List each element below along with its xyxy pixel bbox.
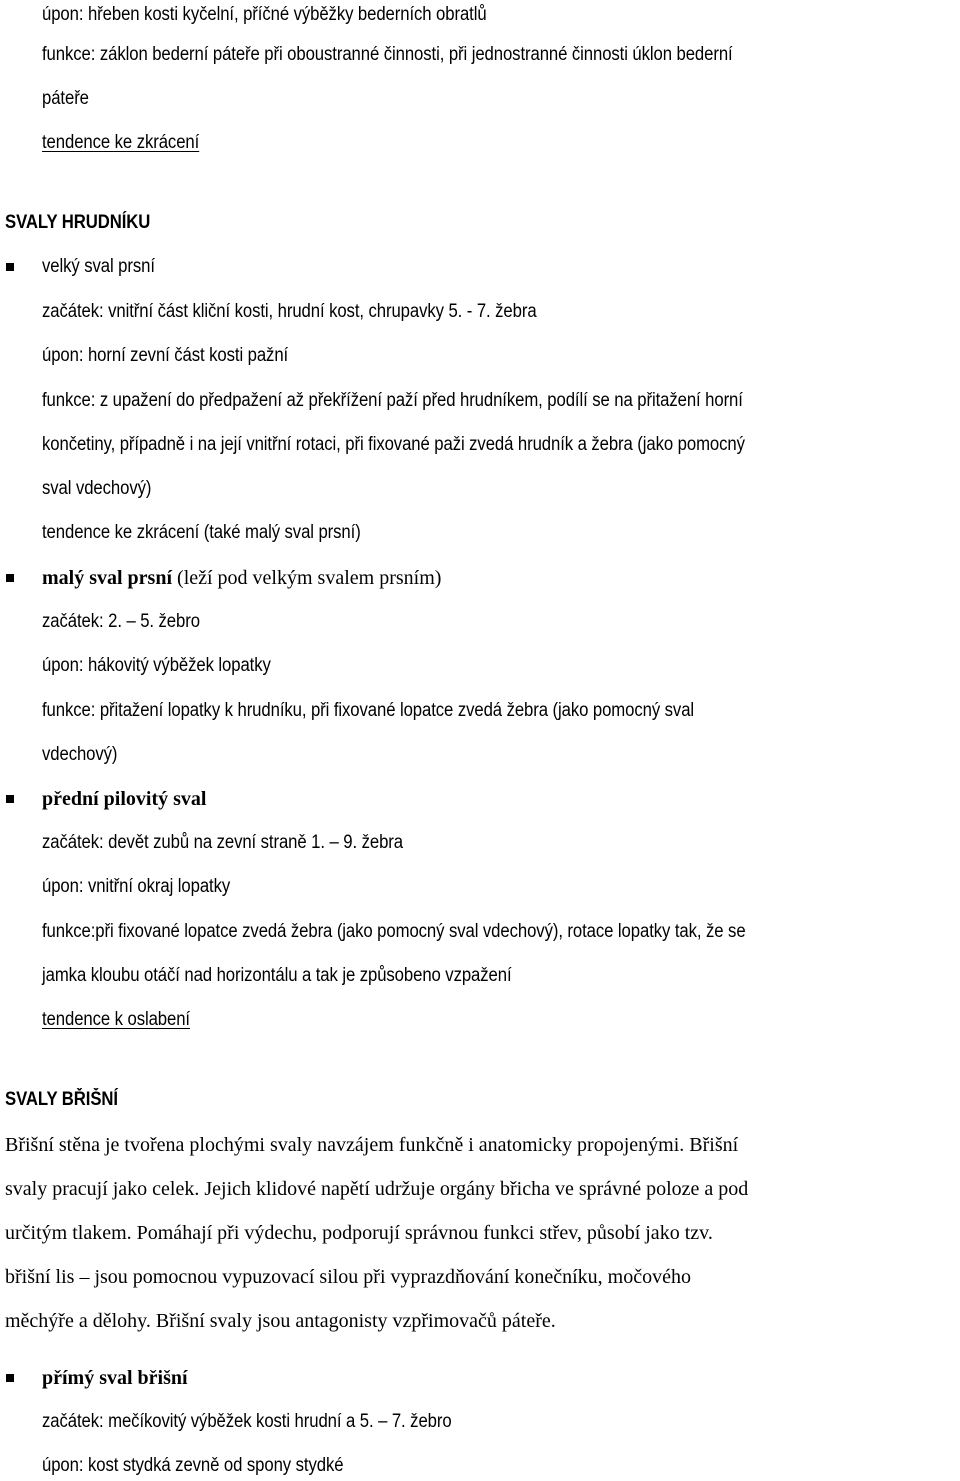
item-title-pectoralis-minor-bold: malý sval prsní [42,567,173,589]
item-title-rectus-abdominis: přímý sval břišní [42,1367,188,1389]
line-tendency-pectoralis-major: tendence ke zkrácení (také malý sval prsní) [42,522,361,543]
line-insertion-pectoralis-major: úpon: horní zevní část kosti pažní [42,345,289,366]
line-function-pectoralis-major-1: funkce: z upažení do předpažení až překřížení paží před hrudníkem, podílí se na přitažení horní [42,390,743,411]
paragraph-line-2: svaly pracují jako celek. Jejich klidové napětí udržuje orgány břicha ve správné poloze a pod [5,1178,749,1200]
line-function-top-1: funkce: záklon bederní páteře při oboustranné činnosti, při jednostranné činnosti úklon bederní [42,44,733,65]
line-origin-rectus-abdominis: začátek: mečíkovitý výběžek kosti hrudní a 5. – 7. žebro [42,1411,452,1432]
line-function-pectoralis-major-3: sval vdechový) [42,478,152,499]
bullet-icon [6,263,14,271]
paragraph-line-3: určitým tlakem. Pomáhají při výdechu, podporují správnou funkci střev, působí jako tzv. [5,1222,713,1244]
heading-chest-muscles: SVALY HRUDNÍKU [5,212,151,233]
item-title-serratus-anterior: přední pilovitý sval [42,788,207,810]
item-title-pectoralis-minor [42,563,441,593]
paragraph-line-4: břišní lis – jsou pomocnou vypuzovací silou při vyprazdňování konečníku, močového [5,1266,691,1288]
line-tendency-top: tendence ke zkrácení [42,132,200,153]
line-origin-pectoralis-minor: začátek: 2. – 5. žebro [42,611,200,632]
line-function-top-2: páteře [42,88,89,109]
line-insertion-rectus-abdominis: úpon: kost stydká zevně od spony stydké [42,1455,344,1476]
line-function-serratus-anterior-1: funkce:při fixované lopatce zvedá žebra (jako pomocný sval vdechový), rotace lopatky tak, že se [42,921,746,942]
paragraph-line-5: měchýře a dělohy. Břišní svaly jsou antagonisty vzpřimovačů páteře. [5,1310,556,1332]
line-function-serratus-anterior-2: jamka kloubu otáčí nad horizontálu a tak je způsobeno vzpažení [42,965,512,986]
line-function-pectoralis-major-2: končetiny, případně i na její vnitřní rotaci, při fixované paži zvedá hrudník a žebra (jako pomocný [42,434,745,455]
item-title-pectoralis-minor-rest: (leží pod velkým svalem prsním) [172,567,442,589]
line-insertion-top: úpon: hřeben kosti kyčelní, příčné výběžky bederních obratlů [42,4,487,25]
bullet-icon [6,1374,14,1382]
line-insertion-serratus-anterior: úpon: vnitřní okraj lopatky [42,876,231,897]
line-tendency-serratus-anterior: tendence k oslabení [42,1009,191,1030]
bullet-icon [6,574,14,582]
item-title-pectoralis-major: velký sval prsní [42,256,155,277]
paragraph-line-1: Břišní stěna je tvořena plochými svaly navzájem funkčně i anatomicky propojenými. Břišní [5,1134,739,1156]
line-origin-serratus-anterior: začátek: devět zubů na zevní straně 1. – 9. žebra [42,832,403,853]
line-function-pectoralis-minor-1: funkce: přitažení lopatky k hrudníku, při fixované lopatce zvedá žebra (jako pomocný sval [42,700,695,721]
line-insertion-pectoralis-minor: úpon: hákovitý výběžek lopatky [42,655,271,676]
heading-abdominal-muscles: SVALY BŘIŠNÍ [5,1089,118,1110]
line-function-pectoralis-minor-2: vdechový) [42,744,118,765]
bullet-icon [6,795,14,803]
line-origin-pectoralis-major: začátek: vnitřní část kliční kosti, hrudní kost, chrupavky 5. - 7. žebra [42,301,537,322]
